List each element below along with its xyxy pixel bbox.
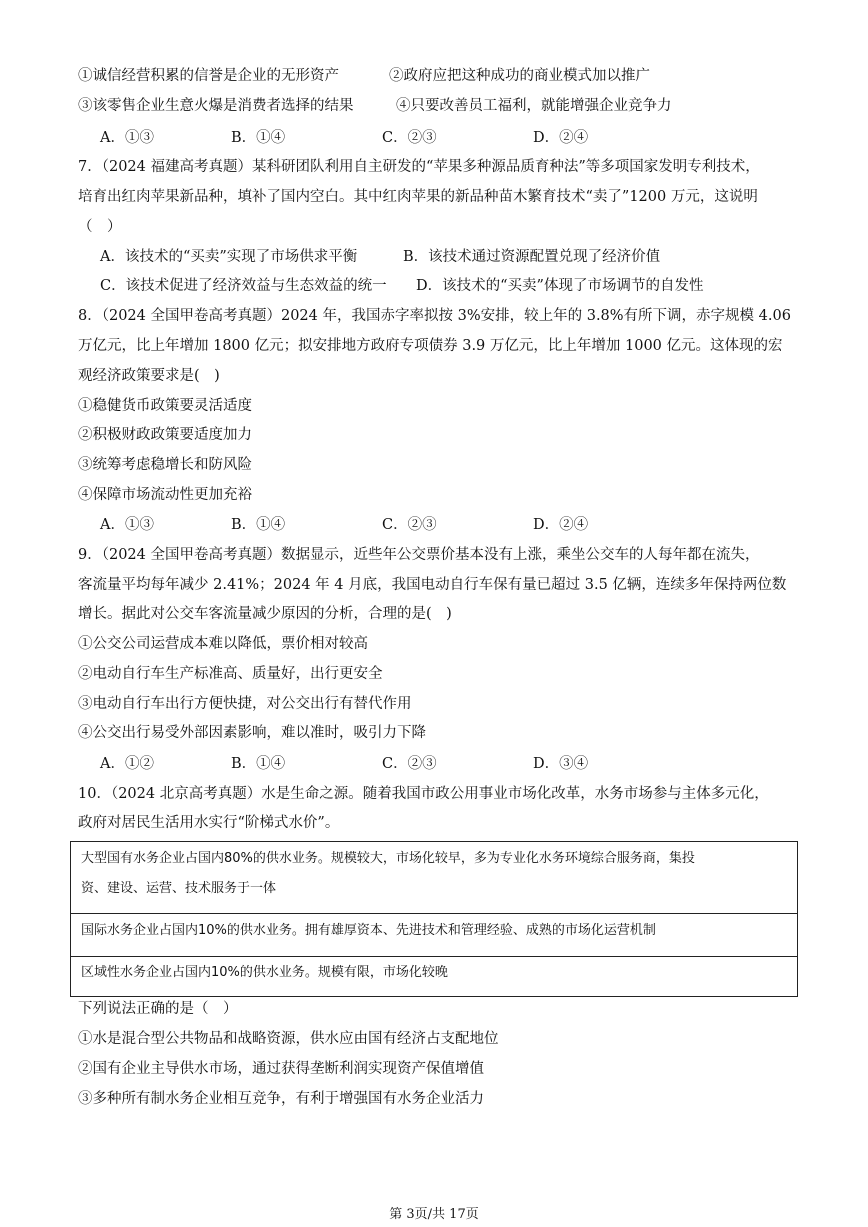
q7-option-d: D．该技术的“买卖”体现了市场调节的自发性 bbox=[416, 278, 704, 294]
q9-option-c: C．②③ bbox=[382, 756, 437, 772]
q9-stem-line-1: 9．（2024 全国甲卷高考真题）数据显示，近些年公交票价基本没有上涨，乘坐公交车的人每年都在流失， bbox=[78, 547, 760, 563]
q6-statement-2: ②政府应把这种成功的商业模式加以推广 bbox=[389, 68, 650, 84]
q10-question: 下列说法正确的是（ ） bbox=[78, 1001, 238, 1017]
q8-stem-line-2: 万亿元，比上年增加 1800 亿元；拟安排地方政府专项债券 3.9 万亿元，比上年增加 1000 亿元。这体现的宏 bbox=[78, 338, 783, 354]
table-row-2: 国际水务企业占国内10%的供水业务。拥有雄厚资本、先进技术和管理经验、成熟的市场化运营机制 bbox=[81, 923, 656, 938]
q8-option-b: B．①④ bbox=[231, 517, 286, 533]
q9-option-d: D．③④ bbox=[533, 756, 589, 772]
q10-statement-3: ③多种所有制水务企业相互竞争，有利于增强国有水务企业活力 bbox=[78, 1091, 484, 1107]
q8-option-c: C．②③ bbox=[382, 517, 437, 533]
q6-option-c: C．②③ bbox=[382, 130, 437, 146]
q6-option-b: B．①④ bbox=[231, 130, 286, 146]
q8-statement-3: ③统筹考虑稳增长和防风险 bbox=[78, 457, 252, 473]
q6-option-a: A．①③ bbox=[100, 130, 154, 146]
q9-statement-2: ②电动自行车生产标准高、质量好，出行更安全 bbox=[78, 666, 383, 682]
q10-statement-2: ②国有企业主导供水市场，通过获得垄断利润实现资产保值增值 bbox=[78, 1061, 484, 1077]
table-row-1-line-2: 资、建设、运营、技术服务于一体 bbox=[81, 881, 277, 896]
q10-statement-1: ①水是混合型公共物品和战略资源，供水应由国有经济占支配地位 bbox=[78, 1031, 499, 1047]
q8-stem-line-3: 观经济政策要求是( ) bbox=[78, 368, 220, 384]
q9-statement-4: ④公交出行易受外部因素影响，难以准时，吸引力下降 bbox=[78, 725, 426, 741]
table-row-1-line-1: 大型国有水务企业占国内80%的供水业务。规模较大，市场化较早，多为专业化水务环境综合服务商，集投 bbox=[81, 851, 695, 866]
page-number: 第 3页/共 17页 bbox=[389, 1207, 479, 1222]
q6-statement-4: ④只要改善员工福利，就能增强企业竞争力 bbox=[396, 98, 672, 114]
table-divider bbox=[71, 913, 797, 914]
q10-stem-line-1: 10．（2024 北京高考真题）水是生命之源。随着我国市政公用事业市场化改革，水务市场参与主体多元化， bbox=[78, 786, 769, 802]
q7-option-a: A．该技术的“买卖”实现了市场供求平衡 bbox=[100, 249, 358, 265]
q9-stem-line-3: 增长。据此对公交车客流量减少原因的分析，合理的是( ) bbox=[78, 606, 452, 622]
q6-option-d: D．②④ bbox=[533, 130, 589, 146]
q8-option-d: D．②④ bbox=[533, 517, 589, 533]
q9-stem-line-2: 客流量平均每年减少 2.41%；2024 年 4 月底，我国电动自行车保有量已超过 3.5 亿辆，连续多年保持两位数 bbox=[78, 577, 787, 593]
q8-statement-1: ①稳健货币政策要灵活适度 bbox=[78, 398, 252, 414]
q7-stem-line-1: 7．（2024 福建高考真题）某科研团队利用自主研发的“苹果多种源品质育种法”等多项国家发明专利技术， bbox=[78, 159, 760, 175]
q8-stem-line-1: 8．（2024 全国甲卷高考真题）2024 年，我国赤字率拟按 3%安排，较上年的 3.8%有所下调，赤字规模 4.06 bbox=[78, 308, 791, 324]
q9-statement-3: ③电动自行车出行方便快捷，对公交出行有替代作用 bbox=[78, 696, 412, 712]
q7-stem-line-3: （ ） bbox=[78, 219, 122, 235]
q8-option-a: A．①③ bbox=[100, 517, 154, 533]
table-row-3: 区域性水务企业占国内10%的供水业务。规模有限，市场化较晚 bbox=[81, 965, 448, 980]
q7-stem-line-2: 培育出红肉苹果新品种，填补了国内空白。其中红肉苹果的新品种苗木繁育技术“卖了”1200 万元，这说明 bbox=[78, 189, 758, 205]
q6-statement-1: ①诚信经营积累的信誉是企业的无形资产 bbox=[78, 68, 339, 84]
q8-statement-4: ④保障市场流动性更加充裕 bbox=[78, 487, 252, 503]
q9-statement-1: ①公交公司运营成本难以降低，票价相对较高 bbox=[78, 636, 368, 652]
table-divider bbox=[71, 956, 797, 957]
q7-option-c: C．该技术促进了经济效益与生态效益的统一 bbox=[100, 278, 387, 294]
q7-option-b: B．该技术通过资源配置兑现了经济价值 bbox=[403, 249, 661, 265]
q6-statement-3: ③该零售企业生意火爆是消费者选择的结果 bbox=[78, 98, 354, 114]
q9-option-b: B．①④ bbox=[231, 756, 286, 772]
q10-stem-line-2: 政府对居民生活用水实行“阶梯式水价”。 bbox=[78, 815, 340, 831]
q8-statement-2: ②积极财政政策要适度加力 bbox=[78, 427, 252, 443]
water-market-table bbox=[70, 841, 798, 997]
q9-option-a: A．①② bbox=[100, 756, 154, 772]
